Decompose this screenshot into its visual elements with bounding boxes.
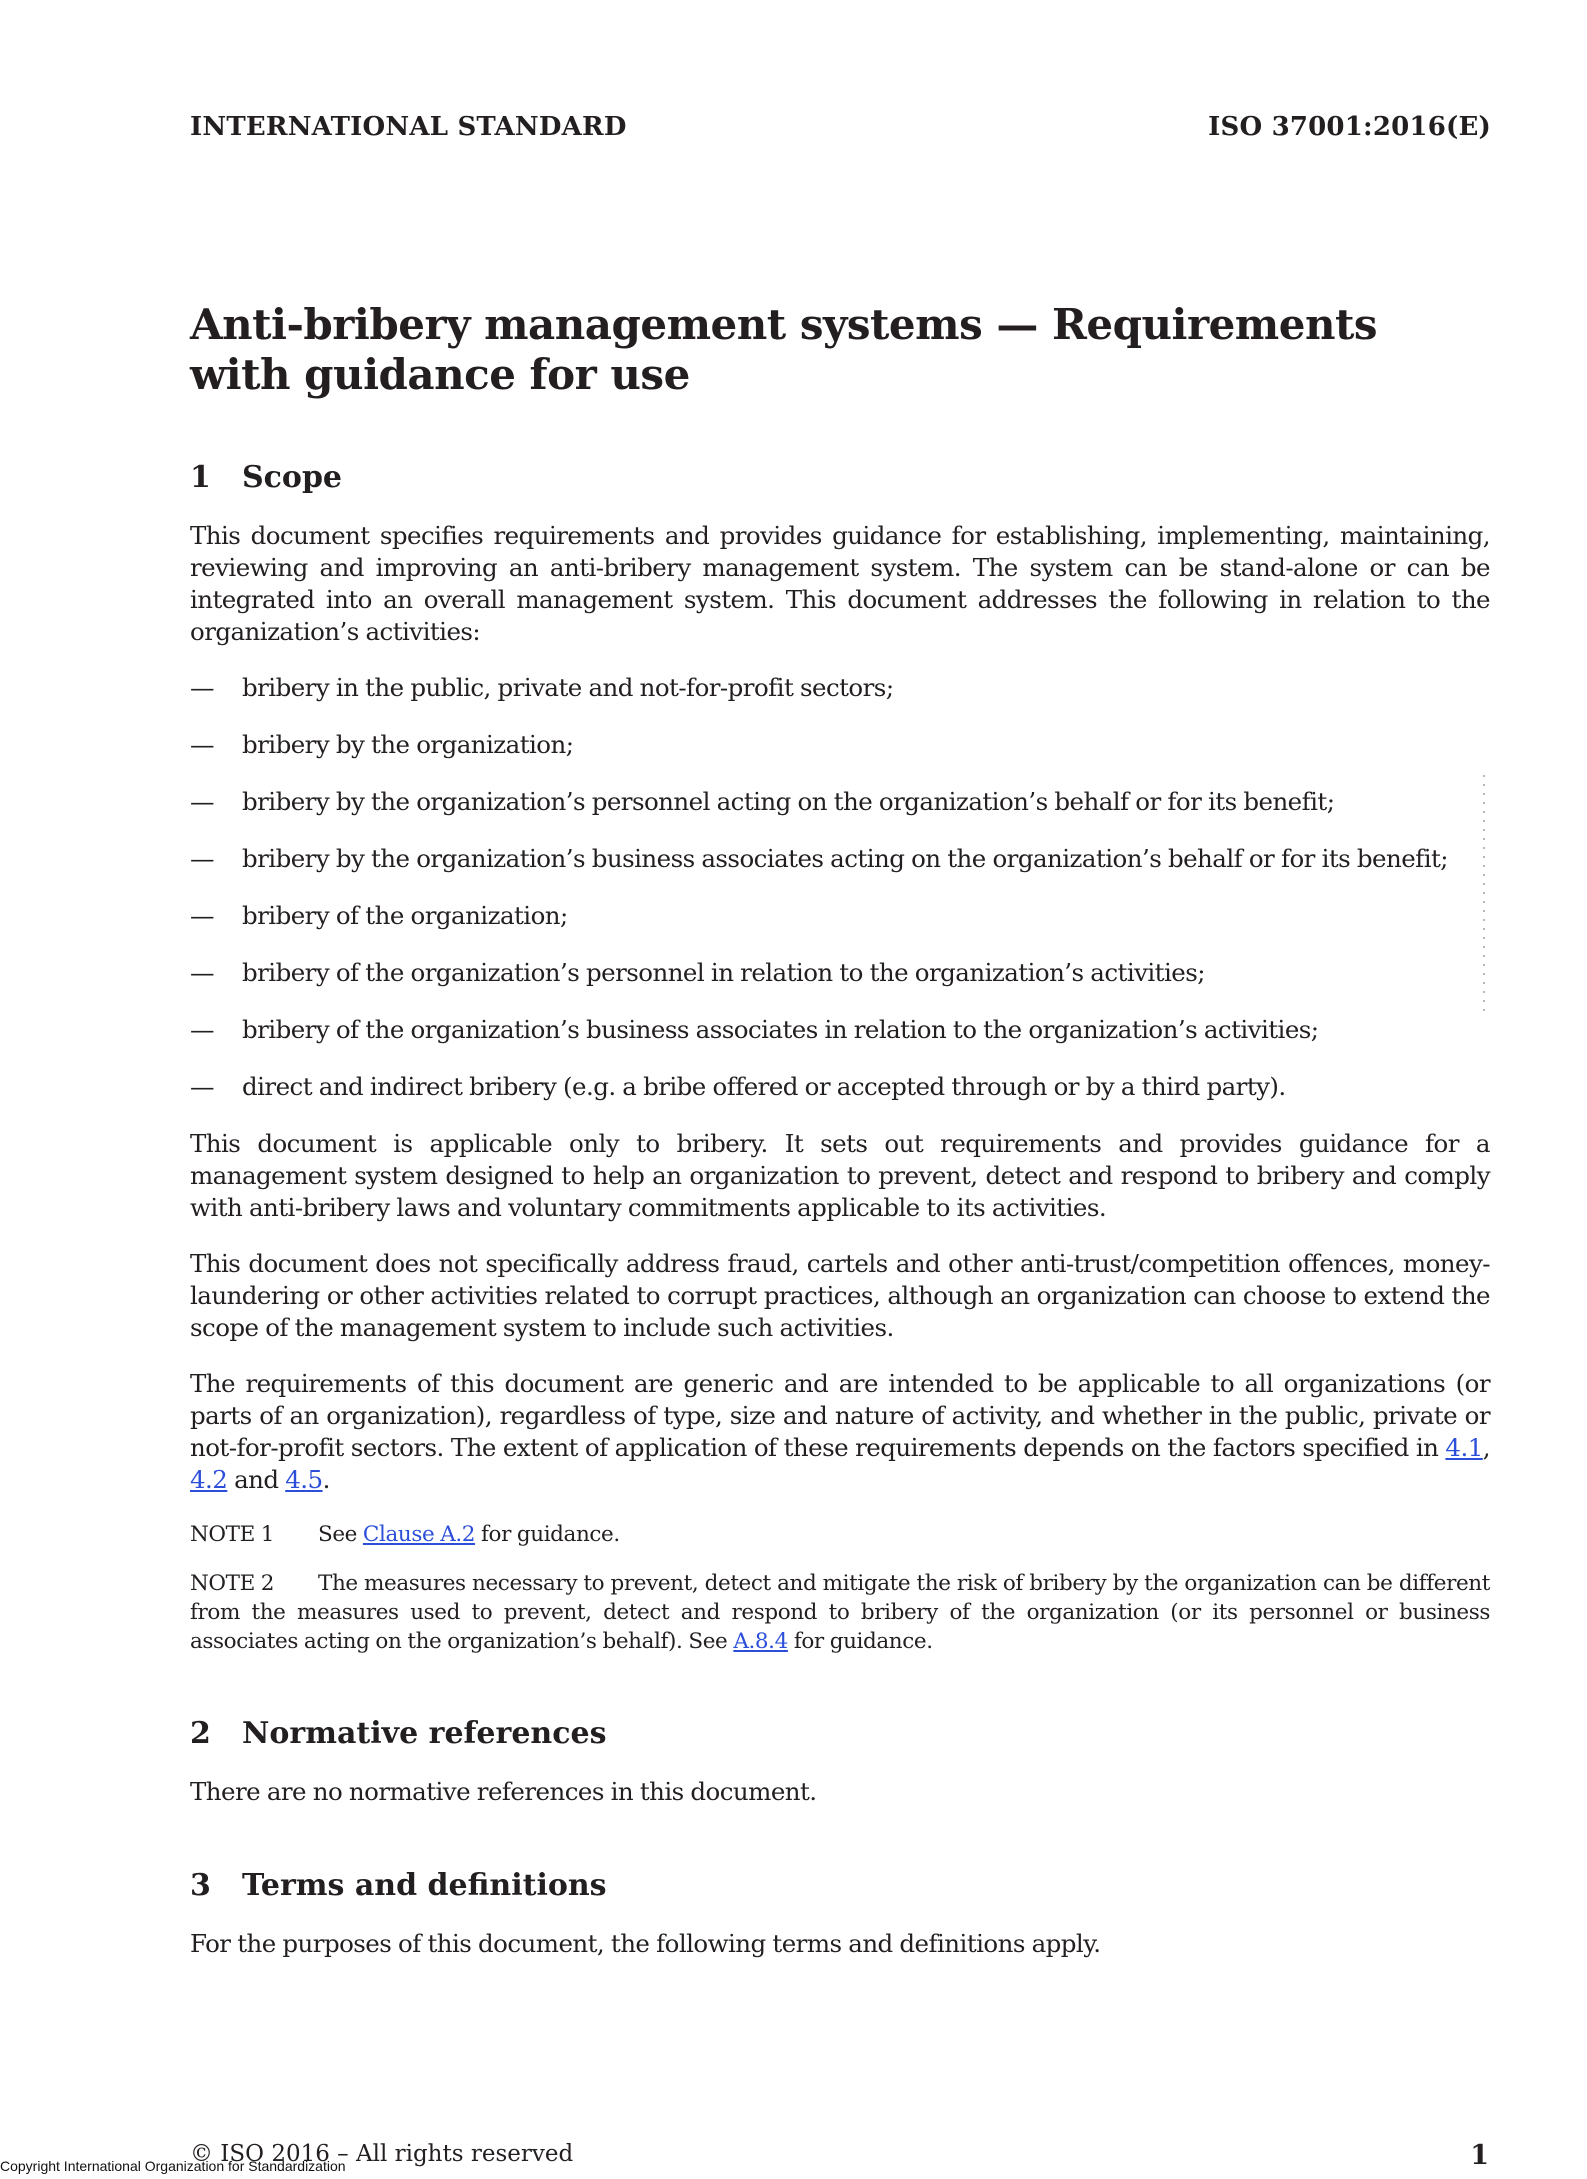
scope-paragraph-generic: The requirements of this document are generic and are intended to be applicable to all organizations (or parts of an organization), regardless of type, size and nature of activity, and whether in the public, private or not-for-profit sectors. The extent of application of these requirements depends on the factors specified in 4.1, 4.2 and 4.5. [190, 1369, 1490, 1494]
page-number: 1 [1470, 2140, 1489, 2171]
running-header [190, 112, 1491, 142]
clause-text: There are no normative references in this document. [190, 1777, 817, 1806]
link-clause-a-8-4[interactable]: A.8.4 [733, 1629, 788, 1654]
page-body [190, 300, 1490, 1984]
scope-paragraph-applicability: This document is applicable only to bribery. It sets out requirements and provides guidance for a management system designed to help an organization to prevent, detect and respond to bribery and comply with anti-bribery laws and voluntary commitments applicable to its activities. [190, 1129, 1490, 1222]
scope-paragraph-exclusions: This document does not specifically address fraud, cartels and other anti-trust/competition offences, money-laundering or other activities related to corrupt practices, although an organization can choose to extend the scope of the management system to include such activities. [190, 1249, 1490, 1342]
document-title: Anti-bribery management systems — Requirements with guidance for use [190, 300, 1378, 399]
clause-heading [190, 1716, 1490, 1752]
list-item: — bribery of the organization’s business associates in relation to the organization’s activities; [190, 1015, 1319, 1044]
list-item: — bribery of the organization; [190, 901, 568, 930]
clause-title: Normative references [242, 1716, 607, 1751]
scope-intro: This document specifies requirements and provides guidance for establishing, implementing, maintaining, reviewing and improving an anti-bribery management system. The system can be stand-alone or can be integrated into an overall management system. This document addresses the following in relation to the organization’s activities: [190, 521, 1490, 646]
dash-marker: — [190, 1015, 214, 1044]
link-clause-a-2[interactable]: Clause A.2 [362, 1522, 476, 1547]
clause-title: Scope [242, 460, 343, 495]
dash-marker: — [190, 958, 214, 987]
header-document-id: ISO 37001:2016(E) [1208, 112, 1491, 142]
link-clause-4-1[interactable]: 4.1 [1445, 1433, 1483, 1462]
scope-list [190, 672, 1490, 1103]
clause-title: Terms and definitions [242, 1868, 607, 1903]
note-1: NOTE 1 See Clause A.2 for guidance. [190, 1522, 620, 1547]
note-label: NOTE 2 [190, 1571, 275, 1596]
clause-text: For the purposes of this document, the following terms and definitions apply. [190, 1929, 1101, 1958]
clause-number: 2 [190, 1716, 211, 1751]
list-item: — bribery in the public, private and not-for-profit sectors; [190, 673, 894, 702]
dash-marker: — [190, 730, 214, 759]
clause-terms-definitions [190, 1868, 1490, 1960]
note-2: NOTE 2 The measures necessary to prevent, detect and mitigate the risk of bribery by the organization can be different from the measures used to prevent, detect and respond to bribery of the organization (or its personnel or business associates acting on the organization’s behalf). See A.8.4 for guidance. [190, 1571, 1490, 1654]
link-clause-4-5[interactable]: 4.5 [285, 1465, 323, 1494]
clause-number: 3 [190, 1868, 211, 1903]
clause-heading [190, 460, 1490, 496]
link-clause-4-2[interactable]: 4.2 [190, 1465, 228, 1494]
header-document-type: INTERNATIONAL STANDARD [190, 112, 627, 142]
note-label: NOTE 1 [190, 1522, 275, 1547]
clause-number: 1 [190, 460, 211, 495]
footer-copyright-stamp: Copyright International Organization for Standardization [0, 2158, 346, 2174]
list-item: — bribery by the organization; [190, 730, 574, 759]
list-item: — direct and indirect bribery (e.g. a bribe offered or accepted through or by a third party). [190, 1072, 1286, 1101]
clause-scope [190, 460, 1490, 1656]
clause-heading [190, 1868, 1490, 1904]
dash-marker: — [190, 787, 214, 816]
list-item: — bribery by the organization’s personnel acting on the organization’s behalf or for its benefit; [190, 787, 1335, 816]
dash-marker: — [190, 673, 214, 702]
list-item: — bribery of the organization’s personnel in relation to the organization’s activities; [190, 958, 1205, 987]
dash-marker: — [190, 901, 214, 930]
clause-normative-references [190, 1716, 1490, 1808]
footer-copyright: © ISO 2016 – All rights reserved [190, 2141, 574, 2167]
list-item: — bribery by the organization’s business associates acting on the organization’s behalf or for its benefit; [190, 844, 1448, 873]
dash-marker: — [190, 1072, 214, 1101]
dash-marker: — [190, 844, 214, 873]
